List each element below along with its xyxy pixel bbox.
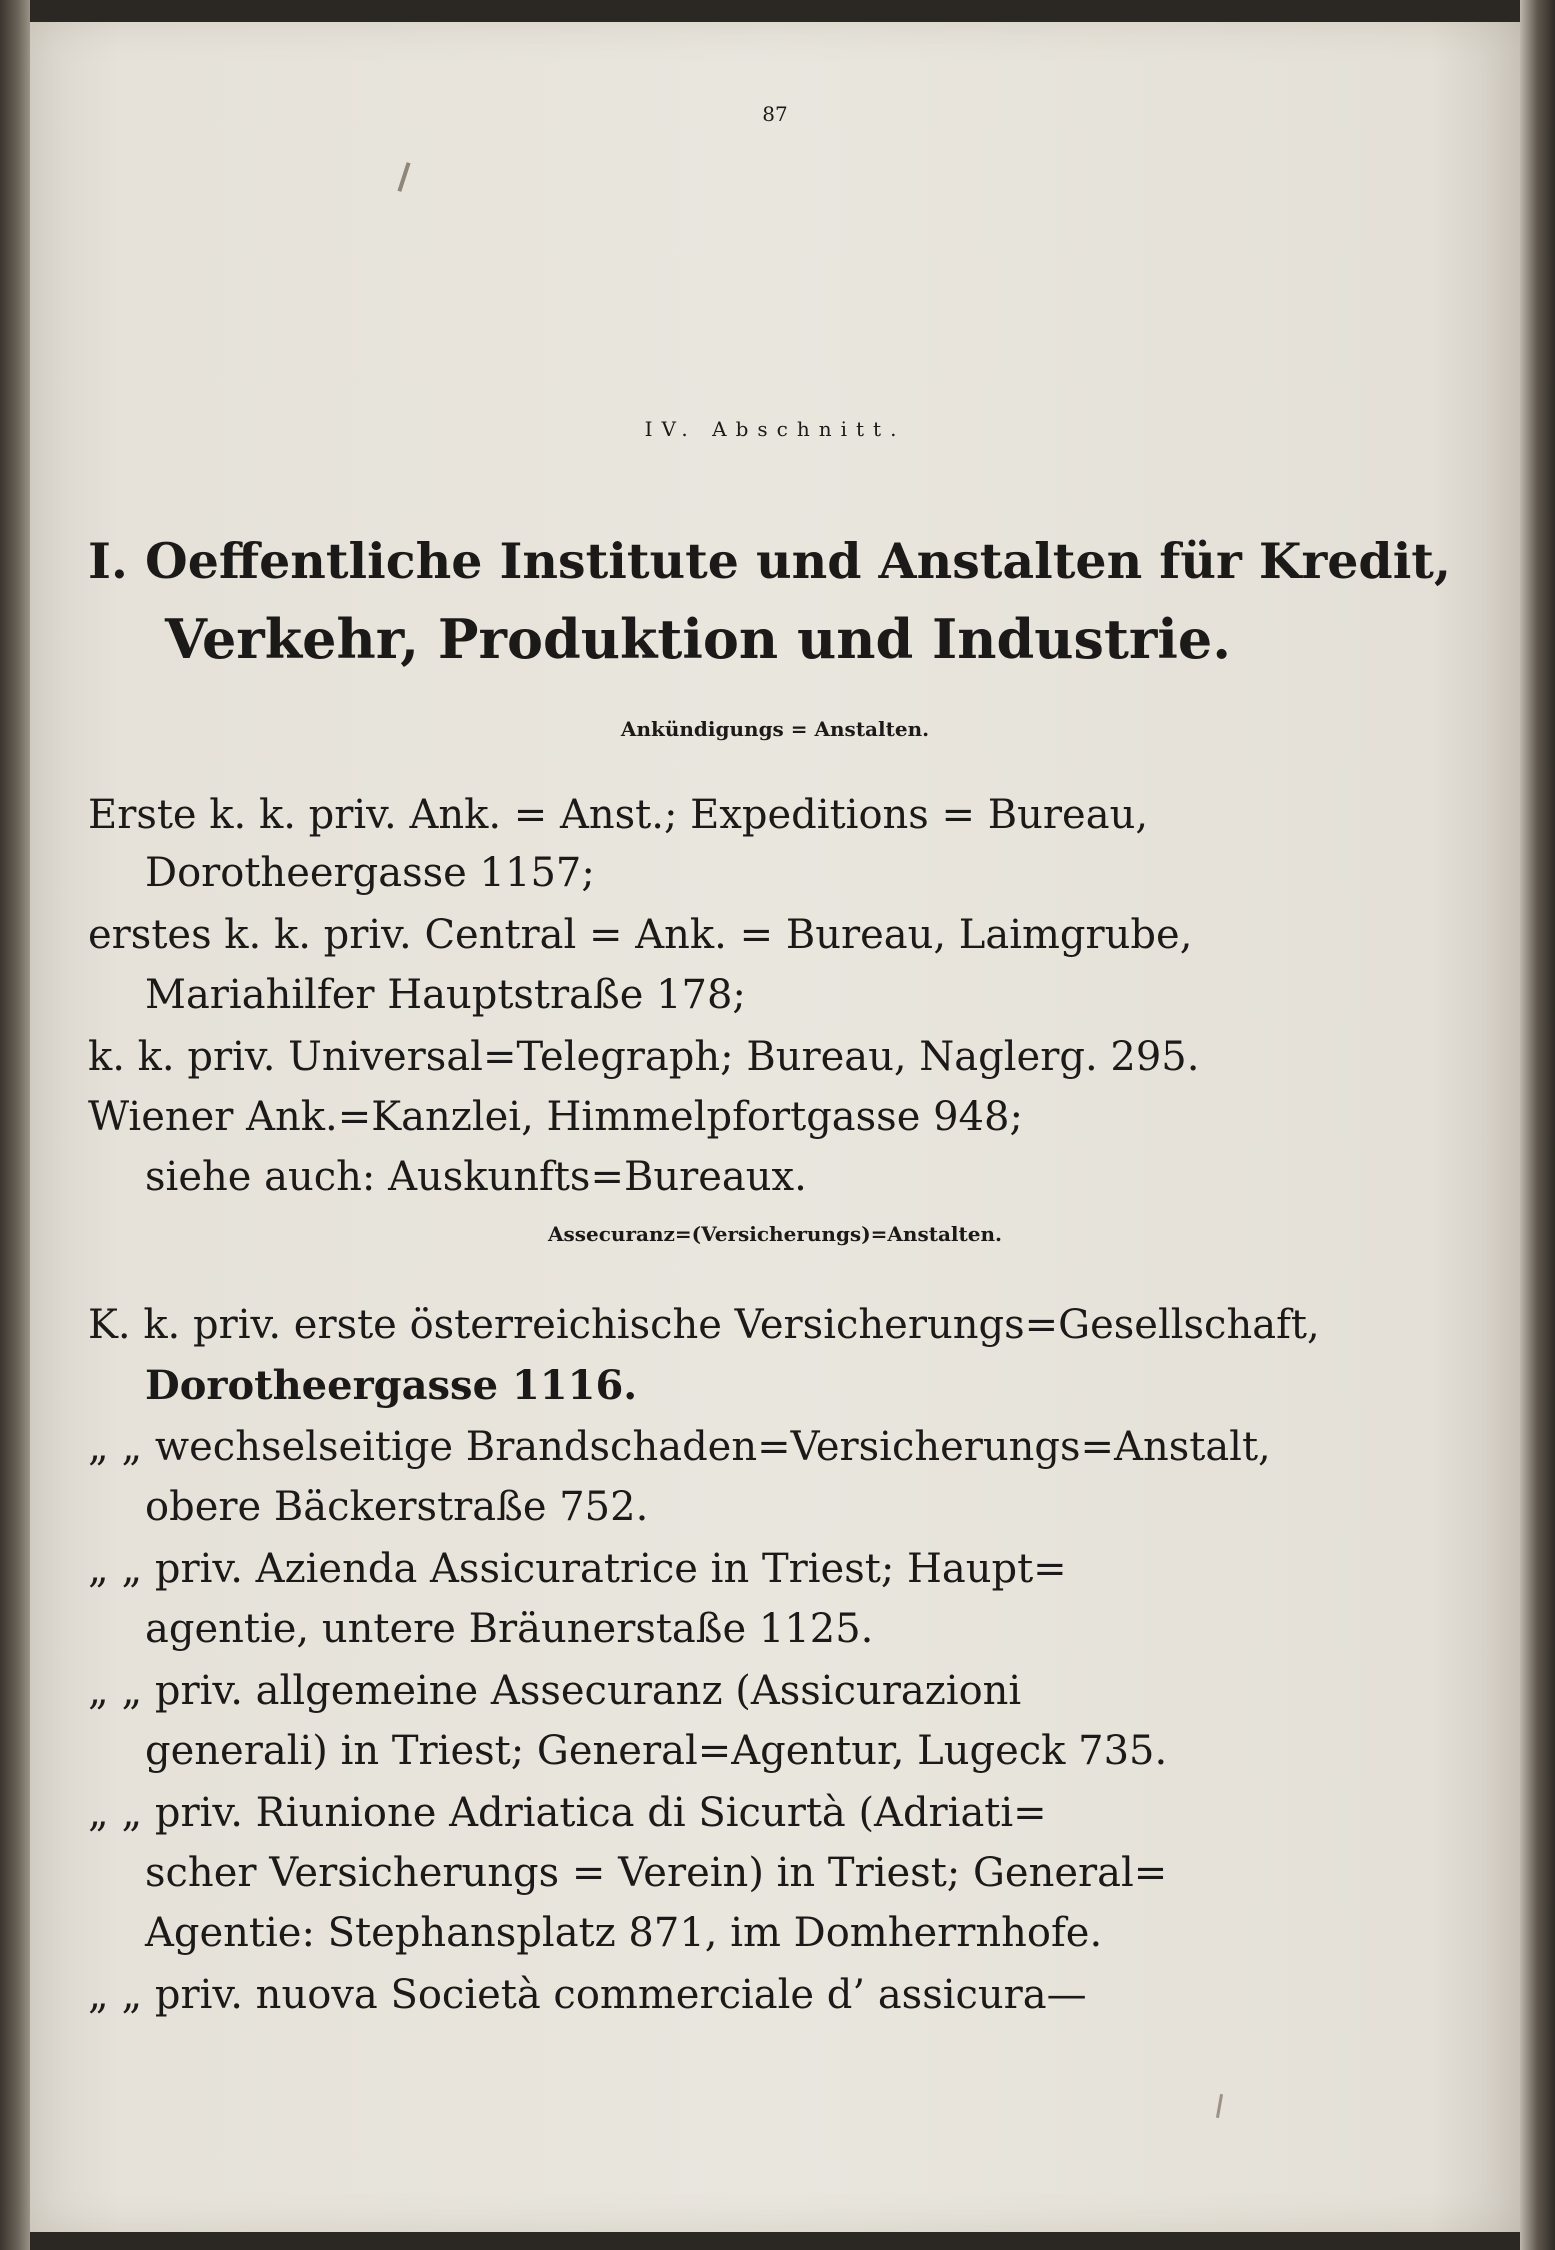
book-page [30, 22, 1520, 2232]
entry-line: generali) in Triest; General=Agentur, Lugeck 735. [145, 1728, 1168, 1774]
main-heading-line-1: I. Oeffentliche Institute und Anstalten für Kredit, [88, 532, 1452, 590]
entry-line: Mariahilfer Hauptstraße 178; [145, 972, 746, 1018]
pencil-mark [1216, 2094, 1223, 2118]
main-heading-line-2: Verkehr, Produktion und Industrie. [165, 607, 1232, 671]
entry-line: „ „ wechselseitige Brandschaden=Versicherungs=Anstalt, [88, 1424, 1271, 1470]
entry-line: „ „ priv. allgemeine Assecuranz (Assicurazioni [88, 1668, 1022, 1714]
entry-line: Erste k. k. priv. Ank. = Anst.; Expeditions = Bureau, [88, 792, 1149, 838]
entry-line: K. k. priv. erste österreichische Versicherungs=Gesellschaft, [88, 1302, 1320, 1348]
ankuendigungs-heading: Ankündigungs = Anstalten. [620, 717, 930, 741]
pencil-mark [397, 162, 410, 192]
entry-line: scher Versicherungs = Verein) in Triest; General= [145, 1850, 1168, 1896]
page-number: 87 [762, 102, 788, 126]
entry-line: Agentie: Stephansplatz 871, im Domherrnhofe. [145, 1910, 1103, 1956]
section-heading: IV. Abschnitt. [644, 417, 906, 441]
assecuranz-heading: Assecuranz=(Versicherungs)=Anstalten. [547, 1222, 1002, 1246]
entry-line: Wiener Ank.=Kanzlei, Himmelpfortgasse 948; [88, 1094, 1023, 1140]
entry-line: „ „ priv. nuova Società commerciale d’ assicura— [88, 1972, 1087, 2018]
entry-line: „ „ priv. Azienda Assicuratrice in Triest; Haupt= [88, 1546, 1067, 1592]
entry-line: erstes k. k. priv. Central = Ank. = Bureau, Laimgrube, [88, 912, 1193, 958]
book-edge-right [1520, 0, 1555, 2250]
entry-line: obere Bäckerstraße 752. [145, 1484, 649, 1530]
entry-line: agentie, untere Bräunerstaße 1125. [145, 1606, 874, 1652]
entry-line: „ „ priv. Riunione Adriatica di Sicurtà (Adriati= [88, 1790, 1047, 1836]
entry-line: siehe auch: Auskunfts=Bureaux. [145, 1154, 807, 1200]
entry-line: k. k. priv. Universal=Telegraph; Bureau, Naglerg. 295. [88, 1034, 1200, 1080]
book-gutter-left [0, 0, 30, 2250]
entry-line: Dorotheergasse 1116. [145, 1362, 638, 1409]
entry-line: Dorotheergasse 1157; [145, 850, 595, 896]
